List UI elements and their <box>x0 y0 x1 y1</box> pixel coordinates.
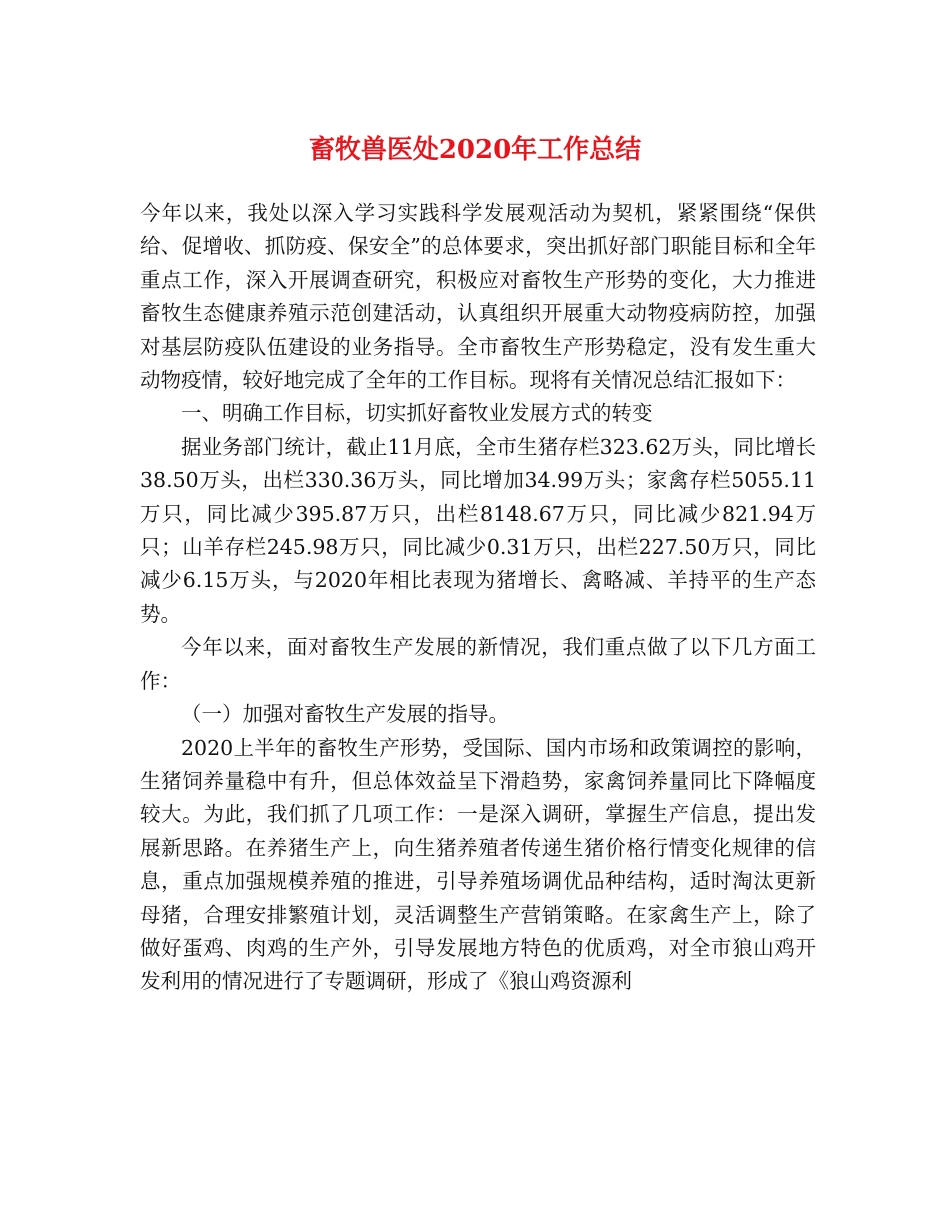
document-title: 畜牧兽医处2020年工作总结 <box>308 135 642 165</box>
document-body <box>140 197 816 999</box>
work-overview-paragraph: 今年以来，面对畜牧生产发展的新情况，我们重点做了以下几方面工作： <box>140 635 816 693</box>
section-heading-1: 一、明确工作目标，切实抓好畜牧业发展方式的转变 <box>181 401 653 426</box>
guidance-paragraph: 2020上半年的畜牧生产形势，受国际、国内市场和政策调控的影响，生猪饲养量稳中有升，但总体效益呈下滑趋势，家禽饲养量同比下降幅度较大。为此，我们抓了几项工作：一是深入调研，掌握生产信息，提出发展新思路。在养猪生产上，向生猪养殖者传递生猪价格行情变化规律的信息，重点加强规模养殖的推进，引导养殖场调优品种结构，适时淘汰更新母猪，合理安排繁殖计划，灵活调整生产营销策略。在家禽生产上，除了做好蛋鸡、肉鸡的生产外，引导发展地方特色的优质鸡，对全市狼山鸡开发利用的情况进行了专题调研，形成了《狼山鸡资源利 <box>140 735 816 994</box>
intro-paragraph: 今年以来，我处以深入学习实践科学发展观活动为契机，紧紧围绕“保供给、促增收、抓防疫、保安全”的总体要求，突出抓好部门职能目标和全年重点工作，深入开展调查研究，积极应对畜牧生产形势的变化，大力推进畜牧生态健康养殖示范创建活动，认真组织开展重大动物疫病防控，加强对基层防疫队伍建设的业务指导。全市畜牧生产形势稳定，没有发生重大动物疫情，较好地完成了全年的工作目标。现将有关情况总结汇报如下： <box>140 201 816 393</box>
subsection-heading-1: （一）加强对畜牧生产发展的指导。 <box>181 702 509 727</box>
statistics-paragraph: 据业务部门统计，截止11月底，全市生猪存栏323.62万头，同比增长38.50万头，出栏330.36万头，同比增加34.99万头；家禽存栏5055.11万只，同比减少395.87万只，出栏8148.67万只，同比减少821.94万只；山羊存栏245.98万只，同比减少0.31万只，出栏227.50万只，同比减少6.15万头，与2020年相比表现为猪增长、禽略减、羊持平的生产态势。 <box>140 434 816 626</box>
